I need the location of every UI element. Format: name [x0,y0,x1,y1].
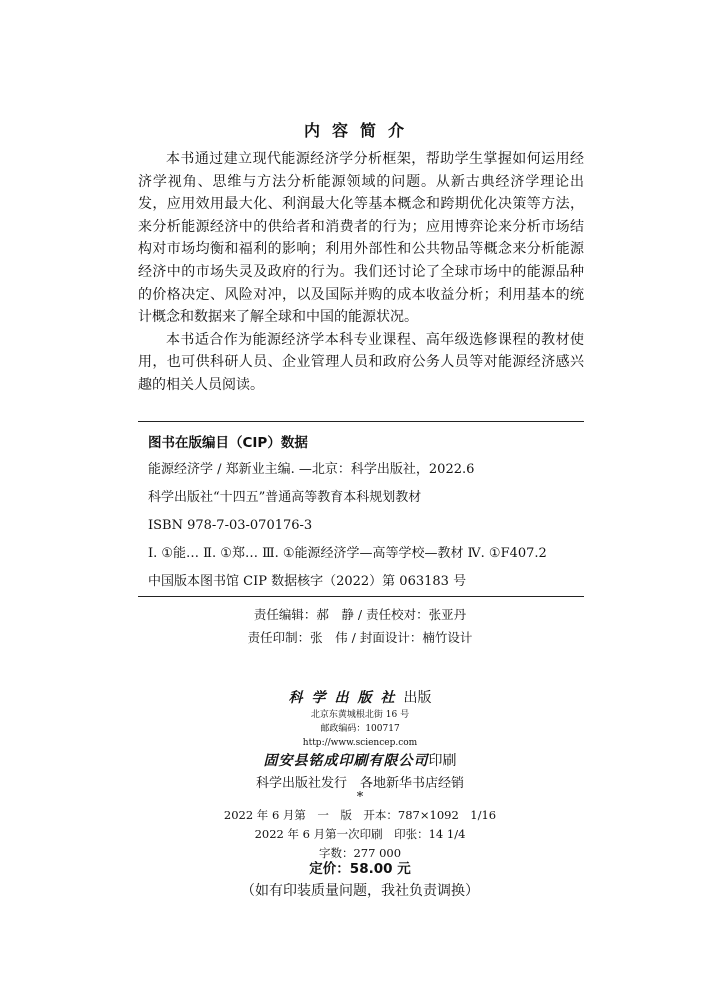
staff-line: 责任印制：张 伟 / 封面设计：楠竹设计 [247,630,473,645]
staff-credits [0,603,720,649]
publisher-website: http://www.sciencep.com [302,738,418,748]
publisher-suffix: 出版 [403,690,432,706]
publisher-address: 北京东黄城根北街 16 号 [310,710,410,720]
abstract-section [138,148,584,397]
distribution-line: 科学出版社发行 各地新华书店经销 [255,776,464,791]
abstract-paragraph: 本书通过建立现代能源经济学分析框架，帮助学生掌握如何运用经济学视角、思维与方法分析能源领域的问题。从新古典经济学理论出发，应用效用最大化、利润最大化等基本概念和跨期优化决策等方法，来分析能源经济中的供给者和消费者的行为；应用博弈论来分析市场结构对市场均衡和福利的影响；利用外部性和公共物品等概念来分析能源经济中的市场失灵及政府的行为。我们还讨论了全球市场中的能源品种的价格决定、风险对冲，以及国际并购的成本收益分析；利用基本的统计概念和数据来了解全球和中国的能源状况。 [138,151,584,326]
edition-info [0,790,720,863]
edition-line: 字数：277 000 [318,846,402,860]
publisher-seal: 科学出版社 [288,690,404,706]
quality-notice: （如有印装质量问题，我社负责调换） [241,883,479,899]
edition-line: 2022 年 6 月第一次印刷 印张：14 1/4 [254,827,466,841]
separator-star: * [356,790,364,805]
cip-data-block [138,421,584,597]
price: 定价：58.00 元 [309,861,411,877]
cip-line: 中国版本图书馆 CIP 数据核字（2022）第 063183 号 [148,574,467,589]
printer-suffix: 印刷 [428,753,457,769]
cip-line: ISBN 978-7-03-070176-3 [148,518,313,533]
printer-name [0,751,720,771]
publisher-name [0,688,720,708]
cip-line: 科学出版社“十四五”普通高等教育本科规划教材 [148,490,422,505]
staff-line: 责任编辑：郝 静 / 责任校对：张亚丹 [253,607,467,622]
printer-seal: 固安县铭成印刷有限公司 [263,753,429,769]
cip-line: Ⅰ. ①能… Ⅱ. ①郑… Ⅲ. ①能源经济学—高等学校—教材 Ⅳ. ①F407.2 [148,546,547,561]
abstract-paragraph: 本书适合作为能源经济学本科专业课程、高年级选修课程的教材使用，也可供科研人员、企业管理人员和政府公务人员等对能源经济感兴趣的相关人员阅读。 [138,331,584,393]
cip-line: 能源经济学 / 郑新业主编. —北京：科学出版社，2022.6 [148,462,475,477]
publisher-block [0,688,720,795]
publisher-postcode: 邮政编码：100717 [320,724,400,734]
cip-title: 图书在版编目（CIP）数据 [148,435,308,451]
page-title: 内容简介 [303,121,416,140]
edition-line: 2022 年 6 月第 一 版 开本：787×1092 1/16 [223,808,497,822]
